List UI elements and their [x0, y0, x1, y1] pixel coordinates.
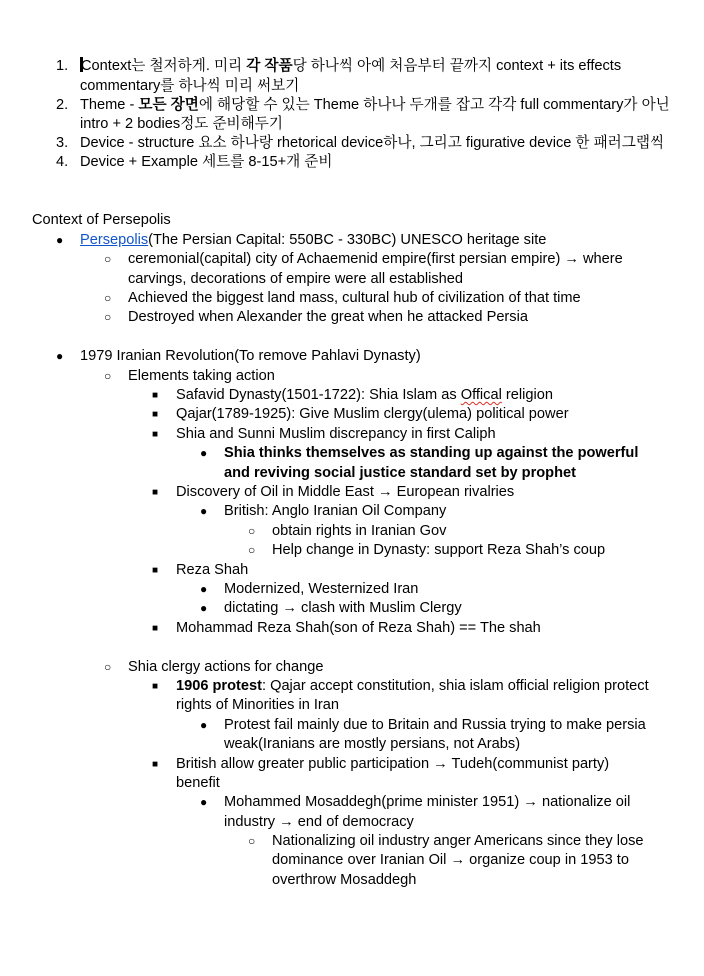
bullet-icon: ● [200, 718, 208, 732]
list-text[interactable]: British: Anglo Iranian Oil Company [224, 503, 447, 519]
circle-bullet-icon: ○ [248, 524, 256, 538]
list-text[interactable]: Qajar(1789-1925): Give Muslim clergy(ulema) political power [176, 406, 569, 422]
square-bullet-icon: ■ [152, 487, 159, 498]
square-bullet-icon: ■ [152, 759, 159, 770]
square-bullet-icon: ■ [152, 681, 159, 692]
persepolis-link[interactable]: Persepolis [80, 232, 149, 248]
list-text[interactable]: Mohammad Reza Shah(son of Reza Shah) == The shah [176, 620, 541, 636]
square-bullet-icon: ■ [152, 565, 159, 576]
list-text[interactable]: Shia thinks themselves as standing up against the powerful [224, 445, 639, 461]
list-text[interactable]: Nationalizing oil industry anger Americans since they lose [272, 833, 644, 849]
list-text[interactable]: Reza Shah [176, 562, 249, 578]
bullet-icon: ● [56, 349, 64, 363]
circle-bullet-icon: ○ [104, 291, 112, 305]
list-text[interactable]: Shia clergy actions for change [128, 659, 324, 675]
list-text[interactable]: British allow greater public participation → Tudeh(communist party) [176, 756, 610, 772]
list-text[interactable]: Safavid Dynasty(1501-1722): Shia Islam as Offical religion [176, 387, 553, 403]
circle-bullet-icon: ○ [104, 660, 112, 674]
list-text[interactable]: Elements taking action [128, 368, 275, 384]
list-text[interactable]: Shia and Sunni Muslim discrepancy in first Caliph [176, 426, 496, 442]
list-number: 1. [56, 58, 69, 74]
list-text[interactable]: intro + 2 bodies정도 준비해두기 [80, 116, 283, 132]
bullet-icon: ● [200, 504, 208, 518]
list-text[interactable]: Discovery of Oil in Middle East → European rivalries [176, 484, 515, 500]
list-text[interactable]: Modernized, Westernized Iran [224, 581, 419, 597]
list-text[interactable]: Help change in Dynasty: support Reza Shah’s coup [272, 542, 606, 558]
square-bullet-icon: ■ [152, 623, 159, 634]
list-number: 3. [56, 135, 69, 151]
list-number: 4. [56, 154, 69, 170]
misspelled-word[interactable]: Offical [460, 387, 502, 403]
list-text[interactable]: Destroyed when Alexander the great when he attacked Persia [128, 309, 528, 325]
list-text[interactable]: Achieved the biggest land mass, cultural hub of civilization of that time [128, 290, 581, 306]
bullet-icon: ● [200, 582, 208, 596]
list-text[interactable]: 1906 protest: Qajar accept constitution, shia islam official religion protect [176, 678, 649, 694]
list-text[interactable]: Persepolis(The Persian Capital: 550BC - 330BC) UNESCO heritage site [80, 232, 547, 248]
list-text[interactable]: Mohammed Mosaddegh(prime minister 1951) → nationalize oil [224, 794, 631, 810]
list-text[interactable]: and reviving social justice standard set by prophet [224, 465, 576, 481]
list-text[interactable]: Protest fail mainly due to Britain and Russia trying to make persia [224, 717, 646, 733]
circle-bullet-icon: ○ [248, 543, 256, 557]
bullet-icon: ● [200, 601, 208, 615]
list-text[interactable]: dominance over Iranian Oil → organize coup in 1953 to [272, 852, 629, 868]
list-text[interactable]: commentary를 하나씩 미리 써보기 [80, 78, 300, 94]
list-text[interactable]: weak(Iranians are mostly persians, not Arabs) [224, 736, 521, 752]
circle-bullet-icon: ○ [104, 369, 112, 383]
list-number: 2. [56, 97, 69, 113]
section-heading[interactable]: Context of Persepolis [32, 212, 171, 228]
list-text[interactable]: ceremonial(capital) city of Achaemenid empire(first persian empire) → where [128, 251, 623, 267]
square-bullet-icon: ■ [152, 409, 159, 420]
square-bullet-icon: ■ [152, 429, 159, 440]
list-text[interactable]: Context는 철저하게. 미리 각 작품당 하나씩 아예 처음부터 끝까지 context + its effects [81, 58, 622, 74]
list-text[interactable]: Device - structure 요소 하나랑 rhetorical device하나, 그리고 figurative device 한 패러그랩씩 [80, 135, 665, 151]
circle-bullet-icon: ○ [248, 834, 256, 848]
circle-bullet-icon: ○ [104, 310, 112, 324]
list-text[interactable]: dictating → clash with Muslim Clergy [224, 600, 462, 616]
list-text[interactable]: benefit [176, 775, 220, 791]
list-text[interactable]: obtain rights in Iranian Gov [272, 523, 447, 539]
list-text[interactable]: industry → end of democracy [224, 814, 414, 830]
list-text[interactable]: overthrow Mosaddegh [272, 872, 417, 888]
bullet-icon: ● [200, 795, 208, 809]
circle-bullet-icon: ○ [104, 252, 112, 266]
list-text[interactable]: 1979 Iranian Revolution(To remove Pahlavi Dynasty) [80, 348, 421, 364]
list-text[interactable]: rights of Minorities in Iran [176, 697, 340, 713]
list-text[interactable]: carvings, decorations of empire were all established [128, 271, 464, 287]
list-text[interactable]: Device + Example 세트를 8-15+개 준비 [80, 154, 333, 170]
bullet-icon: ● [56, 233, 64, 247]
square-bullet-icon: ■ [152, 390, 159, 401]
list-text[interactable]: Theme - 모든 장면에 해당할 수 있는 Theme 하나나 두개를 잡고 각각 full commentary가 아닌 [80, 97, 670, 113]
bullet-icon: ● [200, 446, 208, 460]
